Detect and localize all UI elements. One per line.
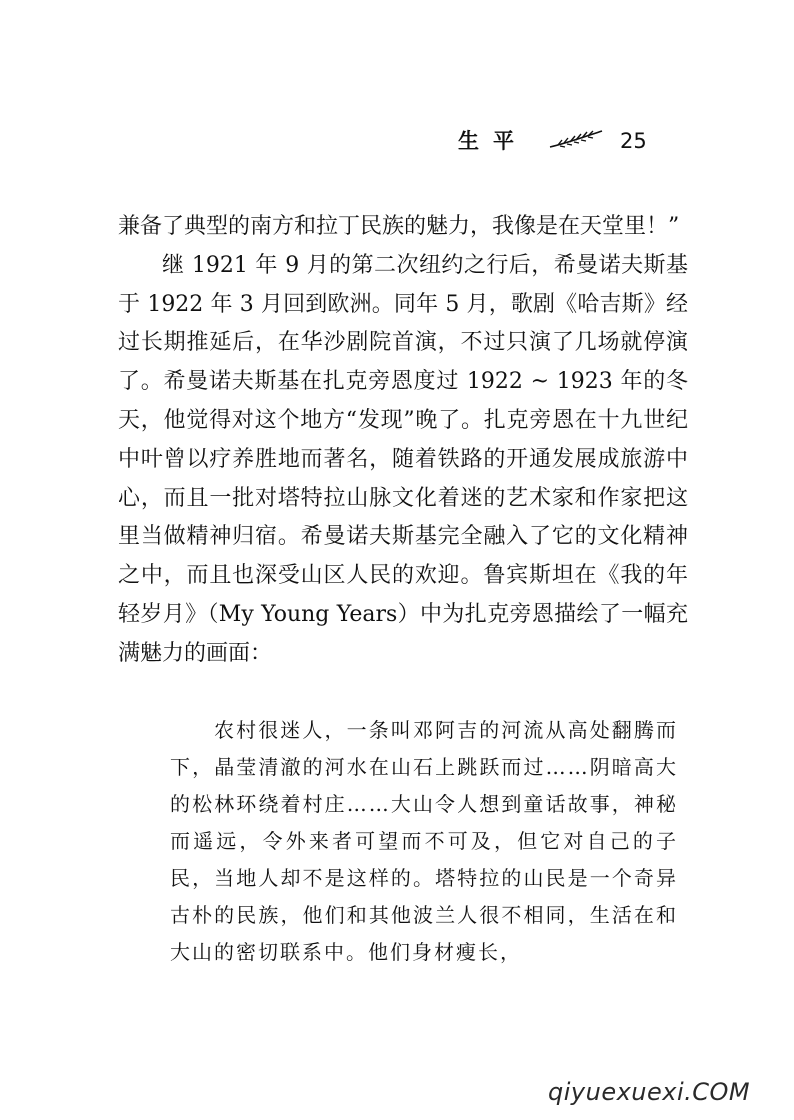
site-watermark: qiyuexuexi.COM — [548, 1078, 751, 1106]
page-number: 25 — [620, 129, 647, 153]
quote-paragraph: 农村很迷人，一条叫邓阿吉的河流从高处翻腾而下，晶莹清澈的河水在山石上跳跃而过……阴暗高大的松林环绕着村庄……大山令人想到童话故事，神秘而遥远，令外来者可望而不可及，但它对自己的子民，当地人却不是这样的。塔特拉的山民是一个奇异古朴的民族，他们和其他波兰人很不相同，生活在和大山的密切联系中。他们身材瘦长， — [170, 718, 678, 964]
paragraph: 兼备了典型的南方和拉丁民族的魅力，我像是在天堂里！” — [118, 214, 680, 239]
paragraph: 继 1921 年 9 月的第二次纽约之行后，希曼诺夫斯基于 1922 年 3 月回到欧洲。同年 5 月，歌剧《哈吉斯》经过长期推延后，在华沙剧院首演，不过只演了几场就停演了。希曼诺夫斯基在扎克旁恩度过 1922 ~ 1923 年的冬天，他觉得对这个地方“发现”晚了。扎克旁恩在十九世纪中叶曾以疗养胜地而著名，随着铁路的开通发展成旅游中心，而且一批对塔特拉山脉文化着迷的艺术家和作家把这里当做精神归宿。希曼诺夫斯基完全融入了它的文化精神之中，而且也深受山区人民的欢迎。鲁宾斯坦在《我的年轻岁月》（My Young Years）中为扎克旁恩描绘了一幅充满魅力的画面： — [118, 252, 688, 666]
feather-ornament-icon — [548, 128, 604, 150]
chapter-title: 生平 — [458, 128, 528, 153]
running-header — [0, 126, 794, 156]
body-text — [118, 208, 688, 674]
block-quote — [170, 712, 678, 971]
